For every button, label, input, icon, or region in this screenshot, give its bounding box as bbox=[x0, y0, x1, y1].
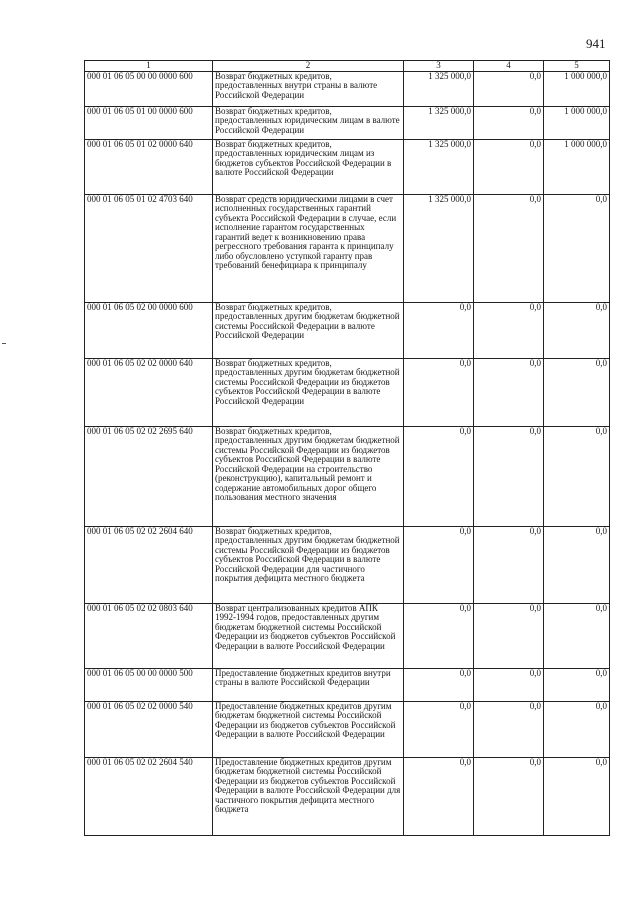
row-value-col3: 0,0 bbox=[404, 426, 474, 526]
budget-credit-table bbox=[84, 60, 610, 836]
table-row bbox=[85, 426, 610, 526]
row-value-col5: 0,0 bbox=[544, 701, 610, 757]
row-value-col4: 0,0 bbox=[474, 194, 544, 302]
row-value-col3: 0,0 bbox=[404, 603, 474, 668]
row-value-col3: 1 325 000,0 bbox=[404, 139, 474, 194]
row-value-col4: 0,0 bbox=[474, 757, 544, 835]
row-description: Предоставление бюджетных кредитов другим бюджетам бюджетной системы Российской Федерации из бюджетов субъектов Российской Федерации в валюте Российской Федерации bbox=[213, 701, 404, 757]
table-row bbox=[85, 358, 610, 426]
row-value-col4: 0,0 bbox=[474, 668, 544, 701]
row-value-col4: 0,0 bbox=[474, 71, 544, 106]
row-value-col5: 0,0 bbox=[544, 194, 610, 302]
row-value-col4: 0,0 bbox=[474, 139, 544, 194]
row-description: Возврат бюджетных кредитов, предоставленных внутри страны в валюте Российской Федерации bbox=[213, 71, 404, 106]
row-value-col4: 0,0 bbox=[474, 106, 544, 139]
row-value-col3: 1 325 000,0 bbox=[404, 71, 474, 106]
row-value-col3: 0,0 bbox=[404, 526, 474, 603]
row-value-col4: 0,0 bbox=[474, 603, 544, 668]
row-value-col5: 0,0 bbox=[544, 302, 610, 358]
column-header-4: 4 bbox=[474, 61, 544, 72]
row-description: Возврат бюджетных кредитов, предоставленных другим бюджетам бюджетной системы Российской Федерации в валюте Российской Федерации bbox=[213, 302, 404, 358]
row-code: 000 01 06 05 02 02 0803 640 bbox=[85, 603, 213, 668]
row-value-col5: 0,0 bbox=[544, 668, 610, 701]
scan-edge-mark bbox=[2, 343, 6, 344]
table-row bbox=[85, 526, 610, 603]
row-value-col4: 0,0 bbox=[474, 302, 544, 358]
row-description: Возврат бюджетных кредитов, предоставленных другим бюджетам бюджетной системы Российской Федерации из бюджетов субъектов Российской Федерации в валюте Российской Федерации на строительство (реконструкцию), капитальный ремонт и содержание автомобильных дорог общего пользования местного значения bbox=[213, 426, 404, 526]
row-description: Возврат средств юридическими лицами в счет исполненных государственных гарантий субъекта Российской Федерации в случае, если исполнение гарантом государственных гарантий ведет к возникновению права регрессного требования гаранта к принципалу либо обусловлено уступкой гаранту прав требований бенефициара к принципалу bbox=[213, 194, 404, 302]
row-value-col3: 1 325 000,0 bbox=[404, 106, 474, 139]
table-row bbox=[85, 701, 610, 757]
row-code: 000 01 06 05 02 02 2604 540 bbox=[85, 757, 213, 835]
row-value-col4: 0,0 bbox=[474, 701, 544, 757]
row-code: 000 01 06 05 02 02 2604 640 bbox=[85, 526, 213, 603]
table-row bbox=[85, 668, 610, 701]
row-value-col3: 0,0 bbox=[404, 302, 474, 358]
row-value-col4: 0,0 bbox=[474, 526, 544, 603]
row-value-col3: 1 325 000,0 bbox=[404, 194, 474, 302]
row-code: 000 01 06 05 01 02 0000 640 bbox=[85, 139, 213, 194]
table-row bbox=[85, 302, 610, 358]
row-value-col5: 0,0 bbox=[544, 358, 610, 426]
row-value-col5: 1 000 000,0 bbox=[544, 139, 610, 194]
table-row bbox=[85, 139, 610, 194]
table-row bbox=[85, 603, 610, 668]
column-header-1: 1 bbox=[85, 61, 213, 72]
row-description: Возврат централизованных кредитов АПК 1992-1994 годов, предоставленных другим бюджетам бюджетной системы Российской Федерации из бюджетов субъектов Российской Федерации в валюте Российской Федерации bbox=[213, 603, 404, 668]
table-row bbox=[85, 71, 610, 106]
row-description: Возврат бюджетных кредитов, предоставленных другим бюджетам бюджетной системы Российской Федерации из бюджетов субъектов Российской Федерации в валюте Российской Федерации для частичного покрытия дефицита местного бюджета bbox=[213, 526, 404, 603]
row-value-col3: 0,0 bbox=[404, 668, 474, 701]
row-value-col3: 0,0 bbox=[404, 701, 474, 757]
row-code: 000 01 06 05 02 02 0000 640 bbox=[85, 358, 213, 426]
column-header-3: 3 bbox=[404, 61, 474, 72]
row-code: 000 01 06 05 00 00 0000 500 bbox=[85, 668, 213, 701]
row-value-col4: 0,0 bbox=[474, 358, 544, 426]
row-value-col5: 0,0 bbox=[544, 426, 610, 526]
row-value-col5: 1 000 000,0 bbox=[544, 106, 610, 139]
row-description: Предоставление бюджетных кредитов внутри страны в валюте Российской Федерации bbox=[213, 668, 404, 701]
row-code: 000 01 06 05 00 00 0000 600 bbox=[85, 71, 213, 106]
row-code: 000 01 06 05 01 02 4703 640 bbox=[85, 194, 213, 302]
row-description: Возврат бюджетных кредитов, предоставленных юридическим лицам из бюджетов субъектов Российской Федерации в валюте Российской Федерации bbox=[213, 139, 404, 194]
row-value-col3: 0,0 bbox=[404, 358, 474, 426]
row-value-col4: 0,0 bbox=[474, 426, 544, 526]
row-value-col5: 0,0 bbox=[544, 526, 610, 603]
row-value-col3: 0,0 bbox=[404, 757, 474, 835]
table-row bbox=[85, 194, 610, 302]
table-row bbox=[85, 106, 610, 139]
row-code: 000 01 06 05 02 02 2695 640 bbox=[85, 426, 213, 526]
row-description: Предоставление бюджетных кредитов другим бюджетам бюджетной системы Российской Федерации из бюджетов субъектов Российской Федерации в валюте Российской Федерации для частичного покрытия дефицита местного бюджета bbox=[213, 757, 404, 835]
table-row bbox=[85, 757, 610, 835]
row-value-col5: 0,0 bbox=[544, 757, 610, 835]
column-header-2: 2 bbox=[213, 61, 404, 72]
row-code: 000 01 06 05 02 02 0000 540 bbox=[85, 701, 213, 757]
row-value-col5: 0,0 bbox=[544, 603, 610, 668]
page-number: 941 bbox=[586, 36, 606, 51]
row-code: 000 01 06 05 02 00 0000 600 bbox=[85, 302, 213, 358]
row-code: 000 01 06 05 01 00 0000 600 bbox=[85, 106, 213, 139]
column-header-5: 5 bbox=[544, 61, 610, 72]
row-description: Возврат бюджетных кредитов, предоставленных юридическим лицам в валюте Российской Федерации bbox=[213, 106, 404, 139]
table-header-row bbox=[85, 61, 610, 72]
row-description: Возврат бюджетных кредитов, предоставленных другим бюджетам бюджетной системы Российской Федерации из бюджетов субъектов Российской Федерации в валюте Российской Федерации bbox=[213, 358, 404, 426]
row-value-col5: 1 000 000,0 bbox=[544, 71, 610, 106]
